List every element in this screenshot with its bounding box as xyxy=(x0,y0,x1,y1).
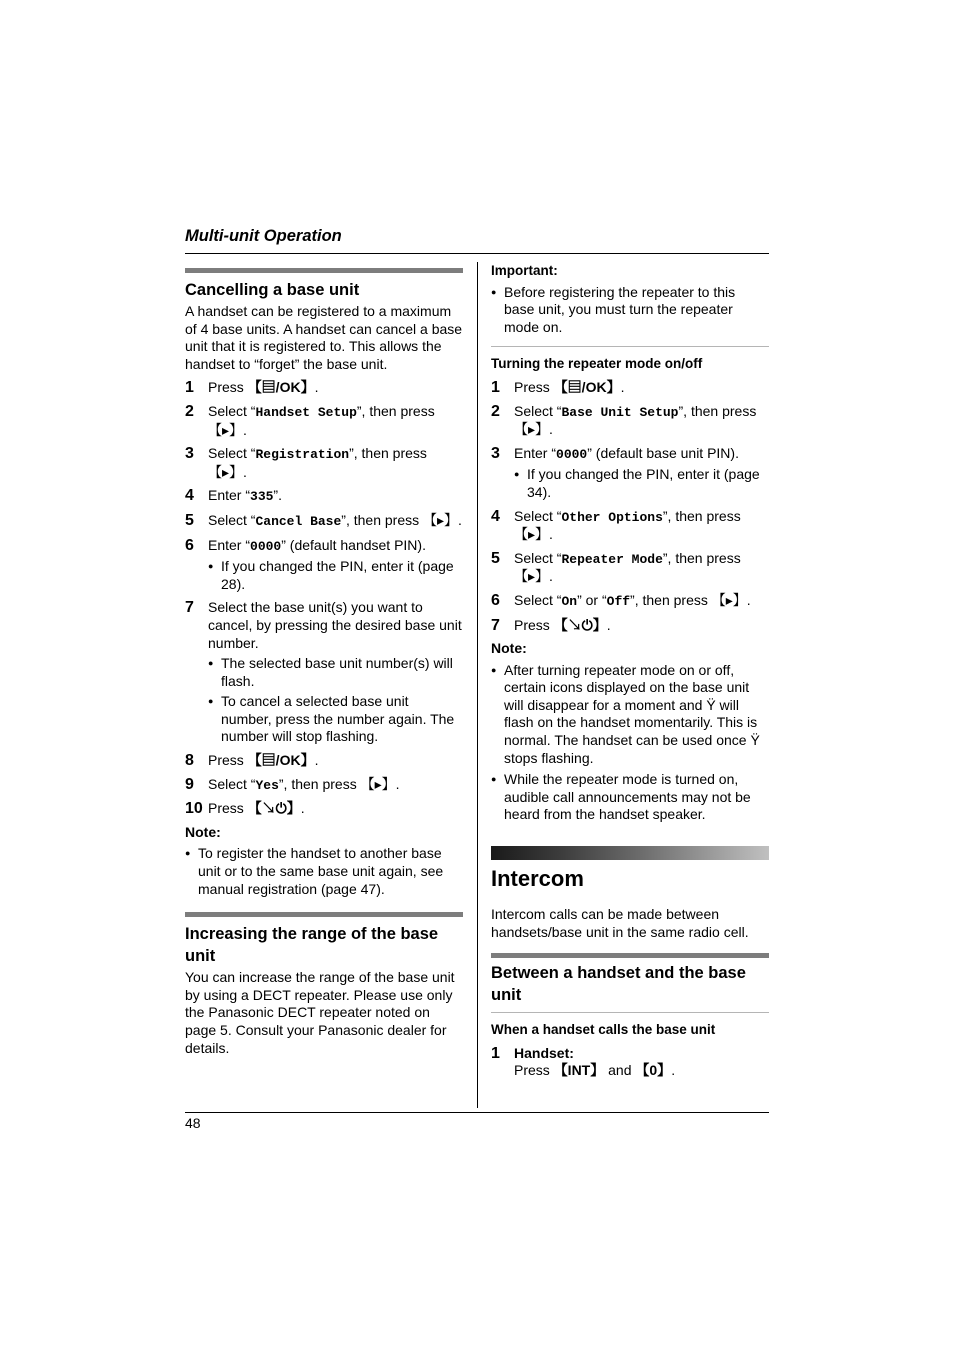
step-text: Enter “335”. xyxy=(208,487,282,505)
step: 5 Select “Repeater Mode”, then press 【▸】. xyxy=(491,550,769,586)
step-text: Press 【↘⏻】. xyxy=(514,616,611,633)
note-bullet: ● While the repeater mode is turned on, audible call announcements may not be heard from the handset speaker. xyxy=(491,771,751,823)
menu-item: Yes xyxy=(255,777,279,793)
step-text: Enter “0000” (default base unit PIN). ● If you changed the PIN, enter it (page 34). xyxy=(514,445,769,502)
step-text: Select “Handset Setup”, then press 【▸】. xyxy=(208,402,435,438)
bullet-icon: ● xyxy=(491,774,497,785)
right-column xyxy=(491,262,769,1086)
note-label: Note: xyxy=(185,823,221,840)
range-body: You can increase the range of the base unit by using a DECT repeater. Please use only the Panasonic DECT repeater noted on page 5. Consult your Panasonic dealer for details. xyxy=(185,969,455,1056)
menu-item: Off xyxy=(606,593,631,609)
section-title-between: Between a handset and the base unit xyxy=(491,964,746,1005)
column-divider xyxy=(477,262,478,1108)
menu-item: Repeater Mode xyxy=(561,551,663,567)
note-label: Note: xyxy=(491,640,527,657)
section-bar xyxy=(491,953,769,958)
step xyxy=(185,379,463,397)
step: 4 Enter “335”. xyxy=(185,487,463,506)
bullet-icon: ● xyxy=(208,561,214,572)
step-text: Press 【▤/OK】. xyxy=(514,378,625,395)
footer-rule xyxy=(185,1112,769,1113)
key-menu-ok: 【▤/OK】 xyxy=(553,378,621,395)
menu-item: 0000 xyxy=(556,446,588,462)
step: 7 Press 【↘⏻】. xyxy=(491,617,769,635)
step: 3 Enter “0000” (default base unit PIN). ● If you changed the PIN, enter it (page 34). xyxy=(491,445,769,502)
bullet-icon: ● xyxy=(491,286,497,297)
left-column xyxy=(185,262,463,1063)
step-text: Select the base unit(s) you want to cancel, by pressing the desired base unit number. ● The selected base unit number(s) will flash. ● To cancel a selected base unit number, press the number again. The number will stop flashing. xyxy=(208,599,462,745)
menu-item: Base Unit Setup xyxy=(561,404,679,420)
step: 7 Select the base unit(s) you want to cancel, by pressing the desired base unit number. ● The selected base unit number(s) will flash. ● To cancel a selected base unit number, press the number again. The number will stop flashing. xyxy=(185,599,462,745)
bullet-icon: ● xyxy=(491,664,497,675)
running-header: Multi-unit Operation xyxy=(185,227,342,245)
cancel-intro: A handset can be registered to a maximum of 4 base units. A handset can cancel a base unit that it is registered to. This allows the handset to “forget” the base unit. xyxy=(185,303,463,372)
menu-item: Handset Setup xyxy=(255,404,357,420)
bullet-icon: ● xyxy=(185,848,191,859)
menu-item: 335 xyxy=(250,489,274,505)
step: 2 Select “Handset Setup”, then press 【▸】. xyxy=(185,403,463,439)
repeater-heading: Turning the repeater mode on/off xyxy=(491,356,703,372)
step: 1 Handset: Press 【INT】 and 【0】. xyxy=(491,1045,769,1080)
page-number: 48 xyxy=(185,1115,201,1131)
step-text: Press 【↘⏻】. xyxy=(208,800,305,817)
step: 3 Select “Registration”, then press 【▸】. xyxy=(185,445,463,481)
step-text: Handset: Press 【INT】 and 【0】. xyxy=(514,1044,676,1079)
step: 8 Press 【▤/OK】. xyxy=(185,752,463,770)
menu-item: 0000 xyxy=(250,538,282,554)
key-off: 【↘⏻】 xyxy=(553,616,607,633)
bullet-icon: ● xyxy=(514,469,520,480)
step-text: Press 【▤/OK】. xyxy=(208,379,319,396)
note-bullet: ● After turning repeater mode on or off, certain icons displayed on the base unit will disappear for a moment and Ÿ will flash on the handset momentarily. This is normal. The handset can be used once Ÿ stops flashing. xyxy=(491,661,760,766)
when-heading: When a handset calls the base unit xyxy=(491,1022,716,1038)
menu-item: Other Options xyxy=(561,509,663,525)
menu-item: Registration xyxy=(255,447,350,463)
section-bar xyxy=(185,268,463,273)
intercom-body: Intercom calls can be made between handsets/base unit in the same radio cell. xyxy=(491,906,749,940)
bullet-icon: ● xyxy=(208,658,214,669)
section-title-range: Increasing the range of the base unit xyxy=(185,925,439,966)
step-bullet: ● If you changed the PIN, enter it (page 28). xyxy=(208,558,454,592)
menu-item: On xyxy=(561,593,578,609)
step-text: Press 【▤/OK】. xyxy=(208,752,319,769)
step: 10 Press 【↘⏻】. xyxy=(185,800,463,818)
step: 5 Select “Cancel Base”, then press 【▸】. xyxy=(185,511,462,529)
bullet-icon: ● xyxy=(208,696,214,707)
step-text: Select “On” or “Off”, then press 【▸】. xyxy=(514,591,751,609)
step-bullet: ● The selected base unit number(s) will flash. xyxy=(208,655,453,689)
step-number: 1 xyxy=(185,379,194,397)
step: 6 Enter “0000” (default handset PIN). ● If you changed the PIN, enter it (page 28). xyxy=(185,537,463,594)
step: 1 Press 【▤/OK】. xyxy=(491,379,769,397)
key-zero: 【0】 xyxy=(635,1062,672,1079)
chapter-bar xyxy=(491,846,769,860)
subsection-rule xyxy=(491,346,769,347)
important-label: Important: xyxy=(491,263,558,278)
chapter-title: Intercom xyxy=(491,866,584,892)
step: 4 Select “Other Options”, then press 【▸】. xyxy=(491,508,769,544)
key-off: 【↘⏻】 xyxy=(247,800,301,817)
step-text: Enter “0000” (default handset PIN). ● If you changed the PIN, enter it (page 28). xyxy=(208,537,463,594)
header-rule xyxy=(185,253,769,254)
step-text: Select “Registration”, then press 【▸】. xyxy=(208,445,427,480)
section-title-cancel: Cancelling a base unit xyxy=(185,281,360,299)
key-int: 【INT】 xyxy=(553,1062,605,1079)
step: 6 Select “On” or “Off”, then press 【▸】. xyxy=(491,592,769,611)
section-bar xyxy=(185,912,463,917)
step-bullet: ● To cancel a selected base unit number, press the number again. The number will stop flashing. xyxy=(208,693,455,745)
step-text: Select “Cancel Base”, then press 【▸】. xyxy=(208,511,462,529)
important-bullet: ● Before registering the repeater to this base unit, you must turn the repeater mode on. xyxy=(491,283,736,335)
step-text: Select “Base Unit Setup”, then press 【▸】. xyxy=(514,402,757,438)
key-menu-ok: 【▤/OK】 xyxy=(247,379,315,396)
step: 2 Select “Base Unit Setup”, then press 【▸】. xyxy=(491,403,769,439)
menu-item: Cancel Base xyxy=(255,513,342,529)
key-menu-ok: 【▤/OK】 xyxy=(247,752,315,769)
step-text: Select “Other Options”, then press 【▸】. xyxy=(514,507,741,543)
step-text: Select “Repeater Mode”, then press 【▸】. xyxy=(514,549,741,585)
subsection-rule xyxy=(491,1012,769,1013)
step: 9 Select “Yes”, then press 【▸】. xyxy=(185,776,463,795)
step-text: Select “Yes”, then press 【▸】. xyxy=(208,775,400,793)
step-bullet: ● If you changed the PIN, enter it (page 34). xyxy=(514,466,760,500)
note-bullet: ● To register the handset to another base unit or to the same base unit again, see manual registration (page 47). xyxy=(185,845,444,897)
